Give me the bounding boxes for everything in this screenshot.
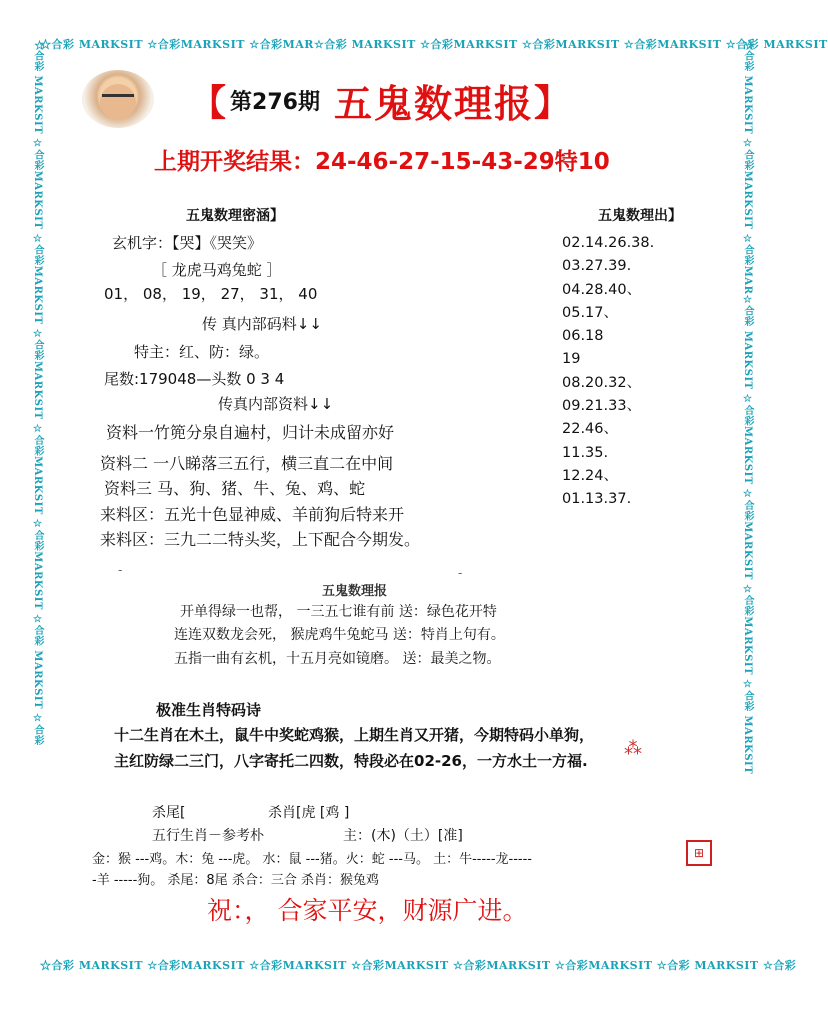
avatar-glasses [102, 94, 134, 103]
middle-subtitle: 五鬼数理报 [322, 584, 388, 599]
middle-line-2: 连连双数龙会死， 猴虎鸡牛兔蛇马 送：特肖上句有。 [174, 627, 505, 643]
border-right-watermark: ☆合彩 MARKSIT ☆合彩MARKSIT ☆合彩MAR☆合彩 MARKSIT ☆合彩MARKSIT ☆合彩MARKSIT ☆合彩MARKSIT ☆合彩 MARKSIT [742, 40, 753, 775]
list-item: 11.35. [562, 444, 609, 461]
border-left-watermark: ☆合彩 MARKSIT ☆合彩MARKSIT ☆合彩MARKSIT ☆合彩MARKSIT ☆合彩MARKSIT ☆合彩MARKSIT ☆合彩 MARKSIT ☆合彩 [32, 40, 43, 746]
last-result: 上期开奖结果：24-46-27-15-43-29特10 [154, 149, 610, 175]
scan-mark: - [458, 566, 463, 580]
scan-mark: - [118, 563, 123, 577]
list-item: 12.24、 [562, 467, 619, 484]
numbers-line: 01， 08， 19， 27， 31， 40 [104, 285, 318, 303]
info-line-2: 资料二 一八睇落三五行，横三直二在中间 [100, 454, 394, 473]
list-item: 03.27.39. [562, 258, 632, 275]
list-item: 02.14.26.38. [562, 235, 655, 251]
info-line-1: 资料一竹篼分泉自遍村，归计未成留亦好 [106, 423, 395, 442]
greeting: 祝：， 合家平安，财源广进。 [207, 896, 528, 925]
middle-line-1: 开单得绿一也帮， 一三五七谁有前 送：绿色花开特 [180, 604, 497, 620]
five-elements-line: 五行生肖－参考朴 [152, 828, 264, 844]
middle-line-3: 五指一曲有玄机，十五月亮如镜磨。 送：最美之物。 [174, 651, 501, 667]
poem-line-2: 主红防绿二三门，八字寄托二四数，特段必在02-26，一方水土一方福. [114, 752, 588, 770]
special-color-line: 特主：红、防：绿。 [134, 343, 270, 361]
list-item: 04.28.40、 [562, 281, 642, 298]
zodiac-bracket-line: ［ 龙虎马鸡兔蛇 ］ [152, 261, 282, 279]
list-item: 01.13.37. [562, 491, 632, 508]
elements-line-1: 金：猴 ---鸡。木：兔 ---虎。 水：鼠 ---猪。火：蛇 ---马。 土：牛-----龙----- [92, 852, 532, 867]
right-section-title: 五鬼数理出】 [598, 208, 682, 224]
red-seal-stamp-icon: ⊞ [686, 840, 712, 866]
number-list [562, 232, 654, 512]
xuanji-line: 玄机字：【哭】《哭笑》 [112, 234, 263, 252]
info-line-3: 资料三 马、狗、猪、牛、兔、鸡、蛇 [104, 479, 366, 498]
issue-number: 第276期 [230, 89, 320, 115]
list-item: 08.20.32、 [562, 374, 642, 391]
fax-code-line: 传 真内部码料↓↓ [202, 315, 322, 333]
open-bracket: 【 [190, 82, 227, 124]
list-item: 22.46、 [562, 421, 619, 438]
tail-number-line: 尾数:179048—头数 0 3 4 [104, 370, 285, 388]
avatar [82, 70, 154, 128]
close-bracket: 】 [533, 82, 570, 124]
list-item: 06.18 [562, 328, 604, 345]
source-line-1: 来料区：五光十色显神威、羊前狗后特来开 [100, 505, 405, 524]
border-bottom-watermark: ☆合彩 MARKSIT ☆合彩MARKSIT ☆合彩MARKSIT ☆合彩MARKSIT ☆合彩MARKSIT ☆合彩MARKSIT ☆合彩 MARKSIT ☆合彩 [40, 959, 797, 972]
kill-zodiac-line: 杀肖[虎 [鸡 ] [268, 805, 350, 821]
poem-title: 极准生肖特码诗 [156, 701, 262, 719]
main-element-line: 主：(木)（土）[准] [343, 828, 463, 844]
list-item: 09.21.33、 [562, 398, 642, 415]
fax-info-line: 传真内部资料↓↓ [218, 395, 334, 413]
poem-line-1: 十二生肖在木土，鼠牛中奖蛇鸡猴，上期生肖又开猪，今期特码小单狗， [114, 726, 595, 744]
source-line-2: 来料区：三九二二特头奖，上下配合今期发。 [100, 530, 421, 549]
left-section-title: 五鬼数理密涵】 [186, 208, 284, 224]
elements-line-2: -羊 -----狗。 杀尾：8尾 杀合：三合 杀肖：猴兔鸡 [92, 873, 379, 888]
border-top-watermark: ☆合彩 MARKSIT ☆合彩MARKSIT ☆合彩MAR☆合彩 MARKSIT ☆合彩MARKSIT ☆合彩MARKSIT ☆合彩MARKSIT ☆合彩 MARKSIT [40, 38, 828, 51]
kill-tail-line: 杀尾[ [152, 805, 186, 821]
ink-smudge: ⁂ [624, 738, 642, 759]
list-item: 19 [562, 351, 581, 368]
page-title: 五鬼数理报 [333, 80, 534, 126]
list-item: 05.17、 [562, 304, 619, 321]
masthead [190, 76, 570, 124]
